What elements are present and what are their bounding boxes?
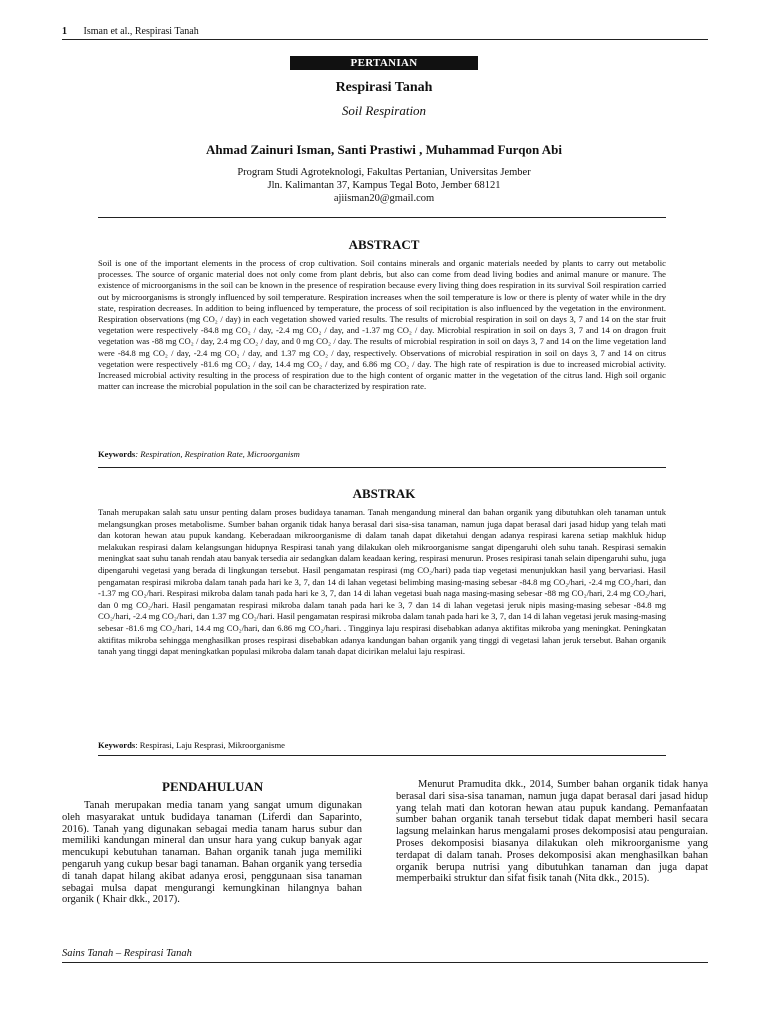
abstract-bottom-rule (98, 467, 666, 468)
section-badge: PERTANIAN (290, 56, 478, 70)
running-header (62, 26, 708, 37)
page-number: 1 (62, 26, 67, 37)
introduction-right-column: Menurut Pramudita dkk., 2014, Sumber bahan organik tidak hanya berasal dari sisa-sisa tanaman, namun juga dapat berasal dari jasad hidup yang telah mati dan kotoran hewan atau pupuk kandang. Pemanfaatan sumber bahan organik tanah tersebut tidak dapat memberi hasil secara lagsung melainkan harus mengalami proses dekomposisi atau penguraian. Proses dekomposisi biasanya dilakukan oleh mikroorganisme yang terdapat di dalam tanah. Proses dekomposisi akan menghasilkan bahan organik berupa nutrisi yang dibutuhkan tanaman dan juga dapat memperbaiki struktur dan sifat fisik tanah (Nita dkk., 2015). (396, 779, 708, 885)
abstract-keywords (98, 449, 300, 459)
keywords-label: Keywords (98, 740, 136, 750)
abstrak-body: Tanah merupakan salah satu unsur penting dalam proses budidaya tanaman. Tanah mengandung mineral dan bahan organik yang dibutuhkan oleh tanaman untuk melangsungkan proses metabolisme. Sumber bahan organik tidak hanya berasal dari sisa-sisa tanaman, namun juga dapat berasal dari jasad hidup yang telah mati dan kotoran hewan atau pupuk kandang. Keberadaan mikroorganisme di dalam tanah dapat diketahui dengan adanya respirasi karena setiap makhluk hidup melakukan respirasi dalam kelangsungan hidupnya Respirasi tanah yang dilakukan oleh mikroorganisme sangat dipengaruhi oleh suhu tanah. Respirasi semakin meningkat saat suhu tanah rendah atau banyak tersedia air sedangkan dalam keadaan kering, respirasi menurun. Proses resipirasi tanah selain dipengaruhi suhu, juga dipengaruhi vegetasi yang berada di lingkungan tersebut. Hasil pengamatan respirasi (mg CO₂/hari) pada tiap vegetasi menunjukkan hasil yang bervariasi. Hasil pengamatan respirasi mikroba dalam tanah pada hari ke 3, 7, dan 14 di lahan vegetasi belimbing masing-masing sebesar -84.8 mg CO₂/hari, -2.4 mg CO₂/hari, dan -1.37 mg CO₂/hari. Respirasi mikroba dalam tanah pada hari ke 3, 7, dan 14 di lahan vegetasi buah naga masing-masing sebesar -88 mg CO₂/hari, 2.4 mg CO₂/hari, dan 0 mg CO₂/hari. Hasil pengamatan respirasi mikroba dalam tanah pada hari ke 3, 7 dan 14 di lahan vegetasi jeruk nipis masing-masing sebesar -84.8 mg CO₂/hari, -2.4 mg CO₂/hari, dan 1.37 mg CO₂/hari. Hasil pengamatan respirasi mikroba dalam tanah pada hari ke 3, 7, dan 14 di lahan vegetasi jeruk masing-masing sebesar -81.6 mg CO₂/hari, 14.4 mg CO₂/hari, dan 6.86 mg CO₂/hari. . Tingginya laju respirasi disebabkan adanya aktifitas mikroba yang meningkat. Peningkatan aktifitas mikroba sehingga menghasilkan proses respirasi disebabkan adanya kandungan bahan organik yang tinggi di vegetasi lahan jeruk tersebut. Bahan organik tanah yang tinggi dapat meningkatkan populasi mikroba dalam tanah dapat dicirikan melalui laju respirasi. (98, 507, 666, 657)
abstract-heading: ABSTRACT (348, 237, 420, 252)
keywords-text: : Respiration, Respiration Rate, Microorganism (135, 449, 300, 459)
author-list: Ahmad Zainuri Isman, Santi Prastiwi , Muhammad Furqon Abi (206, 142, 562, 157)
paper-title: Respirasi Tanah (335, 80, 433, 95)
author-email: ajiisman20@gmail.com (333, 193, 435, 204)
page-footer: Sains Tanah – Respirasi Tanah (62, 948, 192, 959)
running-title: Isman et al., Respirasi Tanah (83, 26, 199, 37)
paper-subtitle: Soil Respiration (341, 103, 427, 118)
keywords-label: Keywords (98, 449, 136, 459)
abstract-top-rule (98, 217, 666, 218)
affiliation-line-1: Program Studi Agroteknologi, Fakultas Pertanian, Universitas Jember (237, 167, 531, 178)
affiliation-line-2: Jln. Kalimantan 37, Kampus Tegal Boto, Jember 68121 (267, 180, 501, 191)
keywords-text: : Respirasi, Laju Resprasi, Mikroorganisme (135, 740, 285, 750)
introduction-left-column: Tanah merupakan media tanam yang sangat umum digunakan oleh masyarakat untuk budidaya tanaman (Liferdi dan Saparinto, 2016). Tanah yang digunakan sebagai media tanam harus subur dan memiliki kandungan mineral dan unsur hara yang cukup banyak agar mencukupi kebutuhan tanaman. Bahan organik tanah juga memiliki pengaruh yang cukup besar bagi tanaman. Bahan organik yang tersedia di tanah dapat hilang akibat adanya erosi, penggunaan sisa tanaman sebagai mulsa dapat mengurangi kemungkinan hilangnya bahan organik ( Khair dkk., 2017). (62, 800, 362, 906)
header-rule (62, 39, 708, 40)
abstract-body: Soil is one of the important elements in the process of crop cultivation. Soil contains minerals and organic materials needed by plants to carry out metabolic processes. The source of organic material does not only come from plant debris, but also can come from dead living bodies and animal manure or manure. The existence of microorganisms in the soil can be known in the presence of respiration because every living thing does respiration in its survival Soil respiration carried out by microorganisms is strongly influenced by soil temperature. Respiration increases when the soil temperature is low or there is plenty of water while in the dry state, respiration decreases. In addition to being influenced by temperature, the process of soil recipitation is also influenced by the vegetation in the environment. Respiration observations (mg CO₂ / day) in each vegetation showed varied results. The results of microbial respiration in soil on days 3, 7 and 14 on the star fruit vegetation were respectively -84.8 mg CO₂ / day, -2.4 mg CO₂ / day, and -1.37 mg CO₂ / day. Microbial respiration in soil on days 3, 7 and 14 on dragon fruit vegetation was -88 mg CO₂ / day, 2.4 mg CO₂ / day, and 0 mg CO₂ / day. The results of microbial respiration in soil on days 3, 7 and 14 on the lime vegetation land were -84.8 mg CO₂ / day, -2.4 mg CO₂ / day, and 1.37 mg CO₂ / day, respectively. Observations of microbial respiration in soil on days 3, 7 and 14 on citrus vegetation were respectively -81.6 mg CO₂ / day, 14.4 mg CO₂ / day, and 6.86 mg CO₂ / day. The high rate of respiration is due to increased microbial activity. Increased microbial activity resulting in the process of respiration due to the high content of organic matter in the vegetation of the citrus land. High soil organic matter can increase the microbial population in the soil can be characterized by respiration rate. (98, 258, 666, 392)
introduction-heading: PENDAHULUAN (162, 779, 264, 794)
abstrak-heading: ABSTRAK (352, 486, 416, 501)
footer-rule (62, 962, 708, 963)
abstrak-bottom-rule (98, 755, 666, 756)
abstrak-keywords (98, 740, 285, 750)
